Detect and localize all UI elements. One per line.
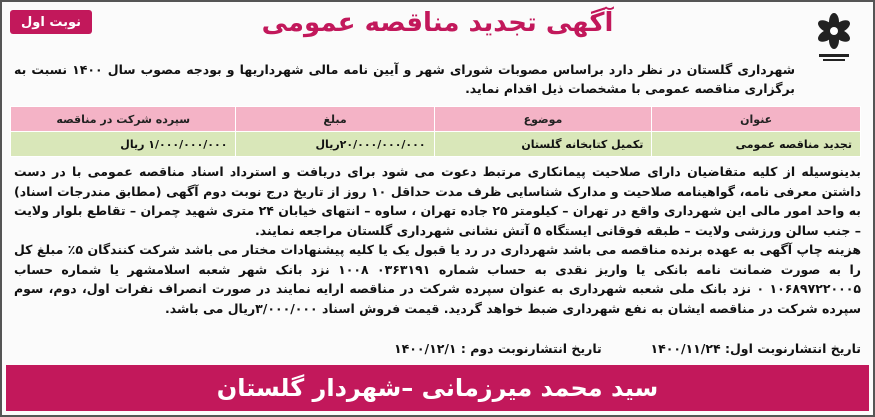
table-row: [11, 132, 861, 157]
body-paragraph-invitation: بدینوسیله از کلیه متقاضیان دارای صلاحیت پیمانکاری مرتبط دعوت می شود برای دریافت و استرداد اسناد مناقصه عمومی با در دست داشتن معرفی نامه، گواهینامه صلاحیت و مدارک شناسایی ظرف مدت حداقل ۱۰ روز از تاریخ درج نوبت دوم آگهی (مطابق مندرجات اسناد) به واحد امور مالی این شهرداری واقع در تهران – کیلومتر ۲۵ جاده تهران ، ساوه – انتهای خیابان ۲۴ متری شهید چمران – تقاطع بلوار ولایت – جنب سالن ورزشی ولایت – طبقه فوقانی ایستگاه ۵ آتش نشانی شهرداری گلستان مراجعه نمایند.: [14, 164, 861, 238]
header-subject: موضوع: [434, 107, 652, 132]
header-deposit: سپرده شرکت در مناقصه: [11, 107, 236, 132]
header-amount: مبلغ: [236, 107, 434, 132]
tender-table: [10, 106, 861, 157]
intro-paragraph: شهرداری گلستان در نظر دارد براساس مصوبات شورای شهر و آیین نامه مالی شهرداریها و بودجه مصوب سال ۱۴۰۰ نسبت به برگزاری مناقصه عمومی با مشخصات ذیل اقدام نماید.: [14, 62, 795, 96]
first-round-badge: نوبت اول: [10, 10, 92, 34]
signature-banner: سید محمد میرزمانی –شهردار گلستان: [6, 365, 869, 411]
cell-deposit: ۱/۰۰۰/۰۰۰/۰۰۰ ریال: [11, 132, 236, 157]
header-title: عنوان: [652, 107, 861, 132]
cell-amount: ۲۰/۰۰۰/۰۰۰/۰۰۰ریال: [236, 132, 434, 157]
publication-dates: [14, 341, 861, 356]
body-text: [14, 162, 861, 318]
first-publication-date: تاریخ انتشارنوبت اول: ۱۴۰۰/۱۱/۲۴: [650, 341, 861, 356]
cell-title: تجدید مناقصه عمومی: [652, 132, 861, 157]
table-header-row: [11, 107, 861, 132]
body-paragraph-terms: هزینه چاپ آگهی به عهده برنده مناقصه می باشد شهرداری در رد یا قبول یک یا کلیه پیشنهادات مختار می باشد شرکت کنندگان ۵٪ مبلغ کل را به صورت ضمانت نامه بانکی یا واریز نقدی به حساب شماره ۰۳۶۳۱۹۱ ۱۰۰۸ نزد بانک شهر شعبه اسلامشهر یا شماره حساب ۱۰۶۸۹۷۲۲۰۰۰۵ ۰ نزد بانک ملی شعبه شهرداری به عنوان سپرده شرکت در مناقصه ارایه نمایند در صورت انصراف نفرات اول، دوم، سوم سپرده شرکت در مناقصه ایشان به نفع شهرداری ضبط خواهد گردید. قیمت فروش اسناد ۳/۰۰۰/۰۰۰ریال می باشد.: [14, 242, 861, 316]
cell-subject: تکمیل کتابخانه گلستان: [434, 132, 652, 157]
page-title: آگهی تجدید مناقصه عمومی: [261, 8, 614, 38]
second-publication-date: تاریخ انتشارنوبت دوم : ۱۴۰۰/۱۲/۱: [393, 341, 602, 356]
